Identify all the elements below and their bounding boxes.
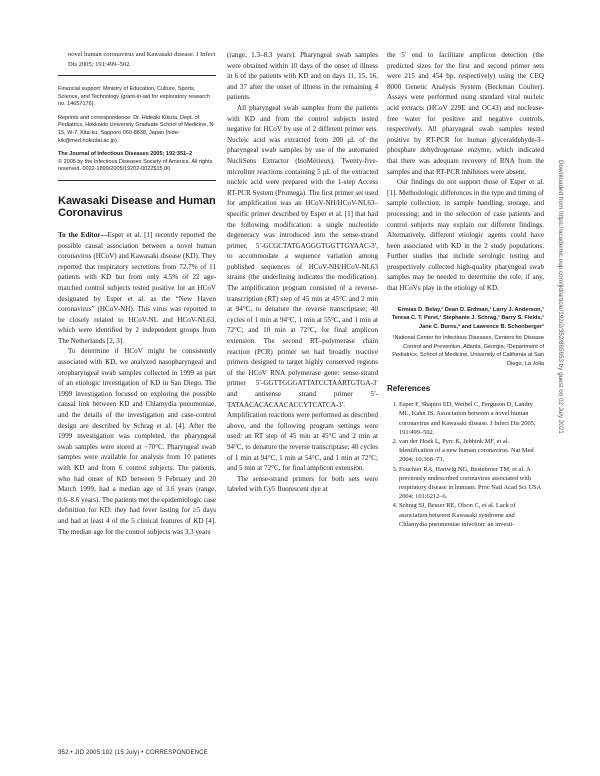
journal-citation-bold: The Journal of Infectious Diseases 2005; 192:351–2 [58, 151, 193, 158]
continued-reference: novel human coronavirus and Kawasaki disease. J Infect Dis 2005; 191:499–502. [68, 51, 216, 68]
paragraph [58, 230, 216, 347]
reference-list [387, 400, 544, 529]
reference-item: 3. Fouchier RA, Hartwig NG, Bestebroer TM, et al. A previously undescribed coronavirus associated with respiratory disease in humans. Proc Natl Acad Sci USA 2004; 101:6212–6. [399, 465, 544, 502]
paragraph: the 5′ end to facilitate amplicon detection (the predicted sizes for the first and second primer sets were 215 and 454 bp, respectively) using the CEQ 8000 Genetic Analysis System (Beckman Coulter). Assays were performed using standard viral nucleic acid extracts (HCoV 229E and OC43) and nuclease-free water for positive and negative controls, respectively. All pharyngeal swab samples tested positive by RT-PCR for human glyceraldehyde-3–phosphate dehydrogenase enzyme, which indicated that there was adequate recovery of RNA from the samples and that RT-PCR inhibitors were absent. [387, 51, 544, 176]
author-list: Ermias D. Belay,¹ Dean D. Erdman,¹ Larry J. Anderson,¹ Teresa C. T. Peret,¹ Stephanie J. Schrag,¹ Barry S. Fields,¹ Jane C. Burns,² and Lawrence B. Schonberger¹ [391, 306, 544, 330]
copyright-note: © 2005 by the Infectious Diseases Society of America. All rights reserved. 0022-1899/2005/19202-0022$15.00 [58, 158, 213, 173]
paragraph: (range, 1.3–8.3 years). Pharyngeal swab samples were obtained within 10 days of the onset of illness in 6 of the patients with KD and on days 11, 15, 16, and 37 after the onset of illness in the remaining 4 patients. [227, 51, 378, 102]
financial-support: Financial support: Ministry of Education, Culture, Sports, Science, and Technology (grant-in-aid for exploratory research no. 14657176). [58, 86, 210, 108]
article-notes [58, 86, 216, 174]
body-text-right [387, 50, 544, 294]
reference-item: 2. van der Hoek L, Pyrc K, Jebbink MF, et al. Identification of a new human coronavirus. Nat Med 2004; 10:368–73. [399, 437, 544, 465]
paragraph: All pharyngeal swab samples from the patients with KD and from the control subjects tested negative for HCoV by use of 2 different primer sets. Nucleic acid was extracted from 200 μL of the pharyngeal swab samples by use of the automated NucliSens Extractor (bioMérieux). Twenty-five-microliter reactions containing 5 μL of the extracted nucleic acid were prepared with the 1-step Access RT-PCR System (Promega). The first primer set used for amplification was an HCoV-NH/HCoV-NL63–specific primer described by Esper et al. [1] that had the following modification: a single nucleotide degeneracy was introduced into the sense-strand primer, 5′-GCGCTATGAGGGTGGTTGYAAC-3′, to accommodate a sequence variation among published sequences of HCoV-NH/HCoV-NL63 strains (the underlining indicates the modification). The amplification program consisted of a reverse-transcription (RT) step of 45 min at 45°C and 2 min at 94°C, to denature the reverse transcriptase; 40 cycles of 1 min at 94°C, 1 min at 55°C, and 1 min at 72°C; and 10 min at 72°C, for final amplicon extension. The second RT–polymerase chain reaction (PCR) primer set had broadly reactive primers designed to target highly conserved regions of the HCoV RNA polymerase gene: sense-strand primer 5′-GGTTGGGATTATCCTAARTGTGA-3′ and antisense strand primer 5′-TATAACACACAACACCYTCATCA-3′. Amplification reactions were performed as described above, and the following program settings were used: an RT step of 45 min at 45°C and 2 min at 94°C, to denature the reverse transcriptase; 40 cycles of 1 min at 94°C, 1 min at 54°C, and 1 min at 72°C; and 5 min at 72°C, for final amplicon extension. [227, 103, 378, 473]
divider [58, 180, 216, 181]
reference-item: 4. Schrag SJ, Besser RE, Olson C, et al. Lack of association between Kawasaki syndrome and Chlamydia pneumoniae infection: an investi- [399, 501, 544, 529]
reference-item: 1. Esper F, Shapiro ED, Weibel C, Ferguson D, Landry ML, Kahn JS. Association between a novel human coronavirus and Kawasaki disease. J Infect Dis 2005; 191:499–502. [399, 400, 544, 437]
author-affiliation: ¹National Center for Infectious Diseases, Centers for Disease Control and Prevention, Atlanta, Georgia; ²Department of Pediatrics, School of Medicine, University of California at San Diego, La Jolla [392, 335, 544, 367]
download-watermark-text: Downloaded from https://academic.oup.com/jid/article/192/2/352/865653 by guest on 02 July 2021 [557, 160, 564, 434]
lead-in: To the Editor— [58, 230, 108, 239]
reprints-note: Reprints and correspondence: Dr. Hideaki Kikuta, Dept. of Pediatrics, Hokkaido University Graduate School of Medicine, N-15, W-7, Kita-ku, Sapporo 060-8638, Japan (hide-kik@med.hokudai.ac.jp). [58, 114, 216, 144]
body-text-left [58, 230, 216, 537]
column-left [58, 50, 216, 537]
divider [58, 75, 216, 76]
paragraph: To determine if HCoV might be consistently associated with KD, we analyzed nasopharyngeal and oropharyngeal swab samples collected in 1999 as part of an etiologic investigation of KD in San Diego. The 1999 investigation focused on exploring the possible causal link between KD and Chlamydia pneumoniae, and the details of the investigation and case-control design are described by Schrag et al. [4]. After the 1999 investigation was completed, the pharyngeal swab samples were stored at −70°C. Pharyngeal swab samples were available for analysis from 10 patients with KD and from 6 control subjects. The patients, who had onset of KD between 9 February and 20 March 1999, had a median age of 3.6 years (range, 0.6–8.6 years). The patients met the epidemiologic case definition for KD: they had fever lasting for ≥5 days and had at least 4 of the 5 clinical features of KD [4]. The median age for the control subjects was 3.3 years [58, 347, 216, 536]
journal-citation [58, 151, 216, 174]
references-heading: References [387, 384, 431, 394]
download-watermark [557, 160, 574, 600]
paragraph-text: Esper et al. [1] recently reported the possible causal association between a novel human coronavirus (HCoV) and Kawasaki disease (KD). They reported that respiratory secretions from 72.7% of 11 patients with KD but from only 4.5% of 22 age-matched control subjects tested positive for an HCoV designated by Esper et al. as the “New Haven coronavirus” (HCoV-NH). This virus was reported to be closely related to HCoV-NL and HCoV-NL63, which were identified by 2 independent groups from The Netherlands [2, 3]. [58, 230, 216, 345]
page-footer: 352 • JID 2005:192 (15 July) • CORRESPONDENCE [58, 750, 208, 756]
paragraph: Our findings do not support those of Esper et al. [1]. Methodologic differences in the type and timing of sample collection; in sample handling, storage, and processing; and in the selection of case patients and control subjects may explain our different findings. Alternatively, different etiologic agents could have been associated with KD in the 2 study populations. Further studies that include serologic testing and prospectively collected high-quality pharyngeal swab samples may be needed to determine the role, if any, that HCoVs play in the etiology of KD. [387, 178, 544, 293]
article-title: Kawasaki Disease and Human Coronavirus [58, 194, 216, 220]
paragraph: The sense-strand primers for both sets were labeled with Cy5 fluorescent dye at [227, 474, 378, 494]
column-right [387, 50, 544, 529]
column-middle [227, 50, 378, 495]
